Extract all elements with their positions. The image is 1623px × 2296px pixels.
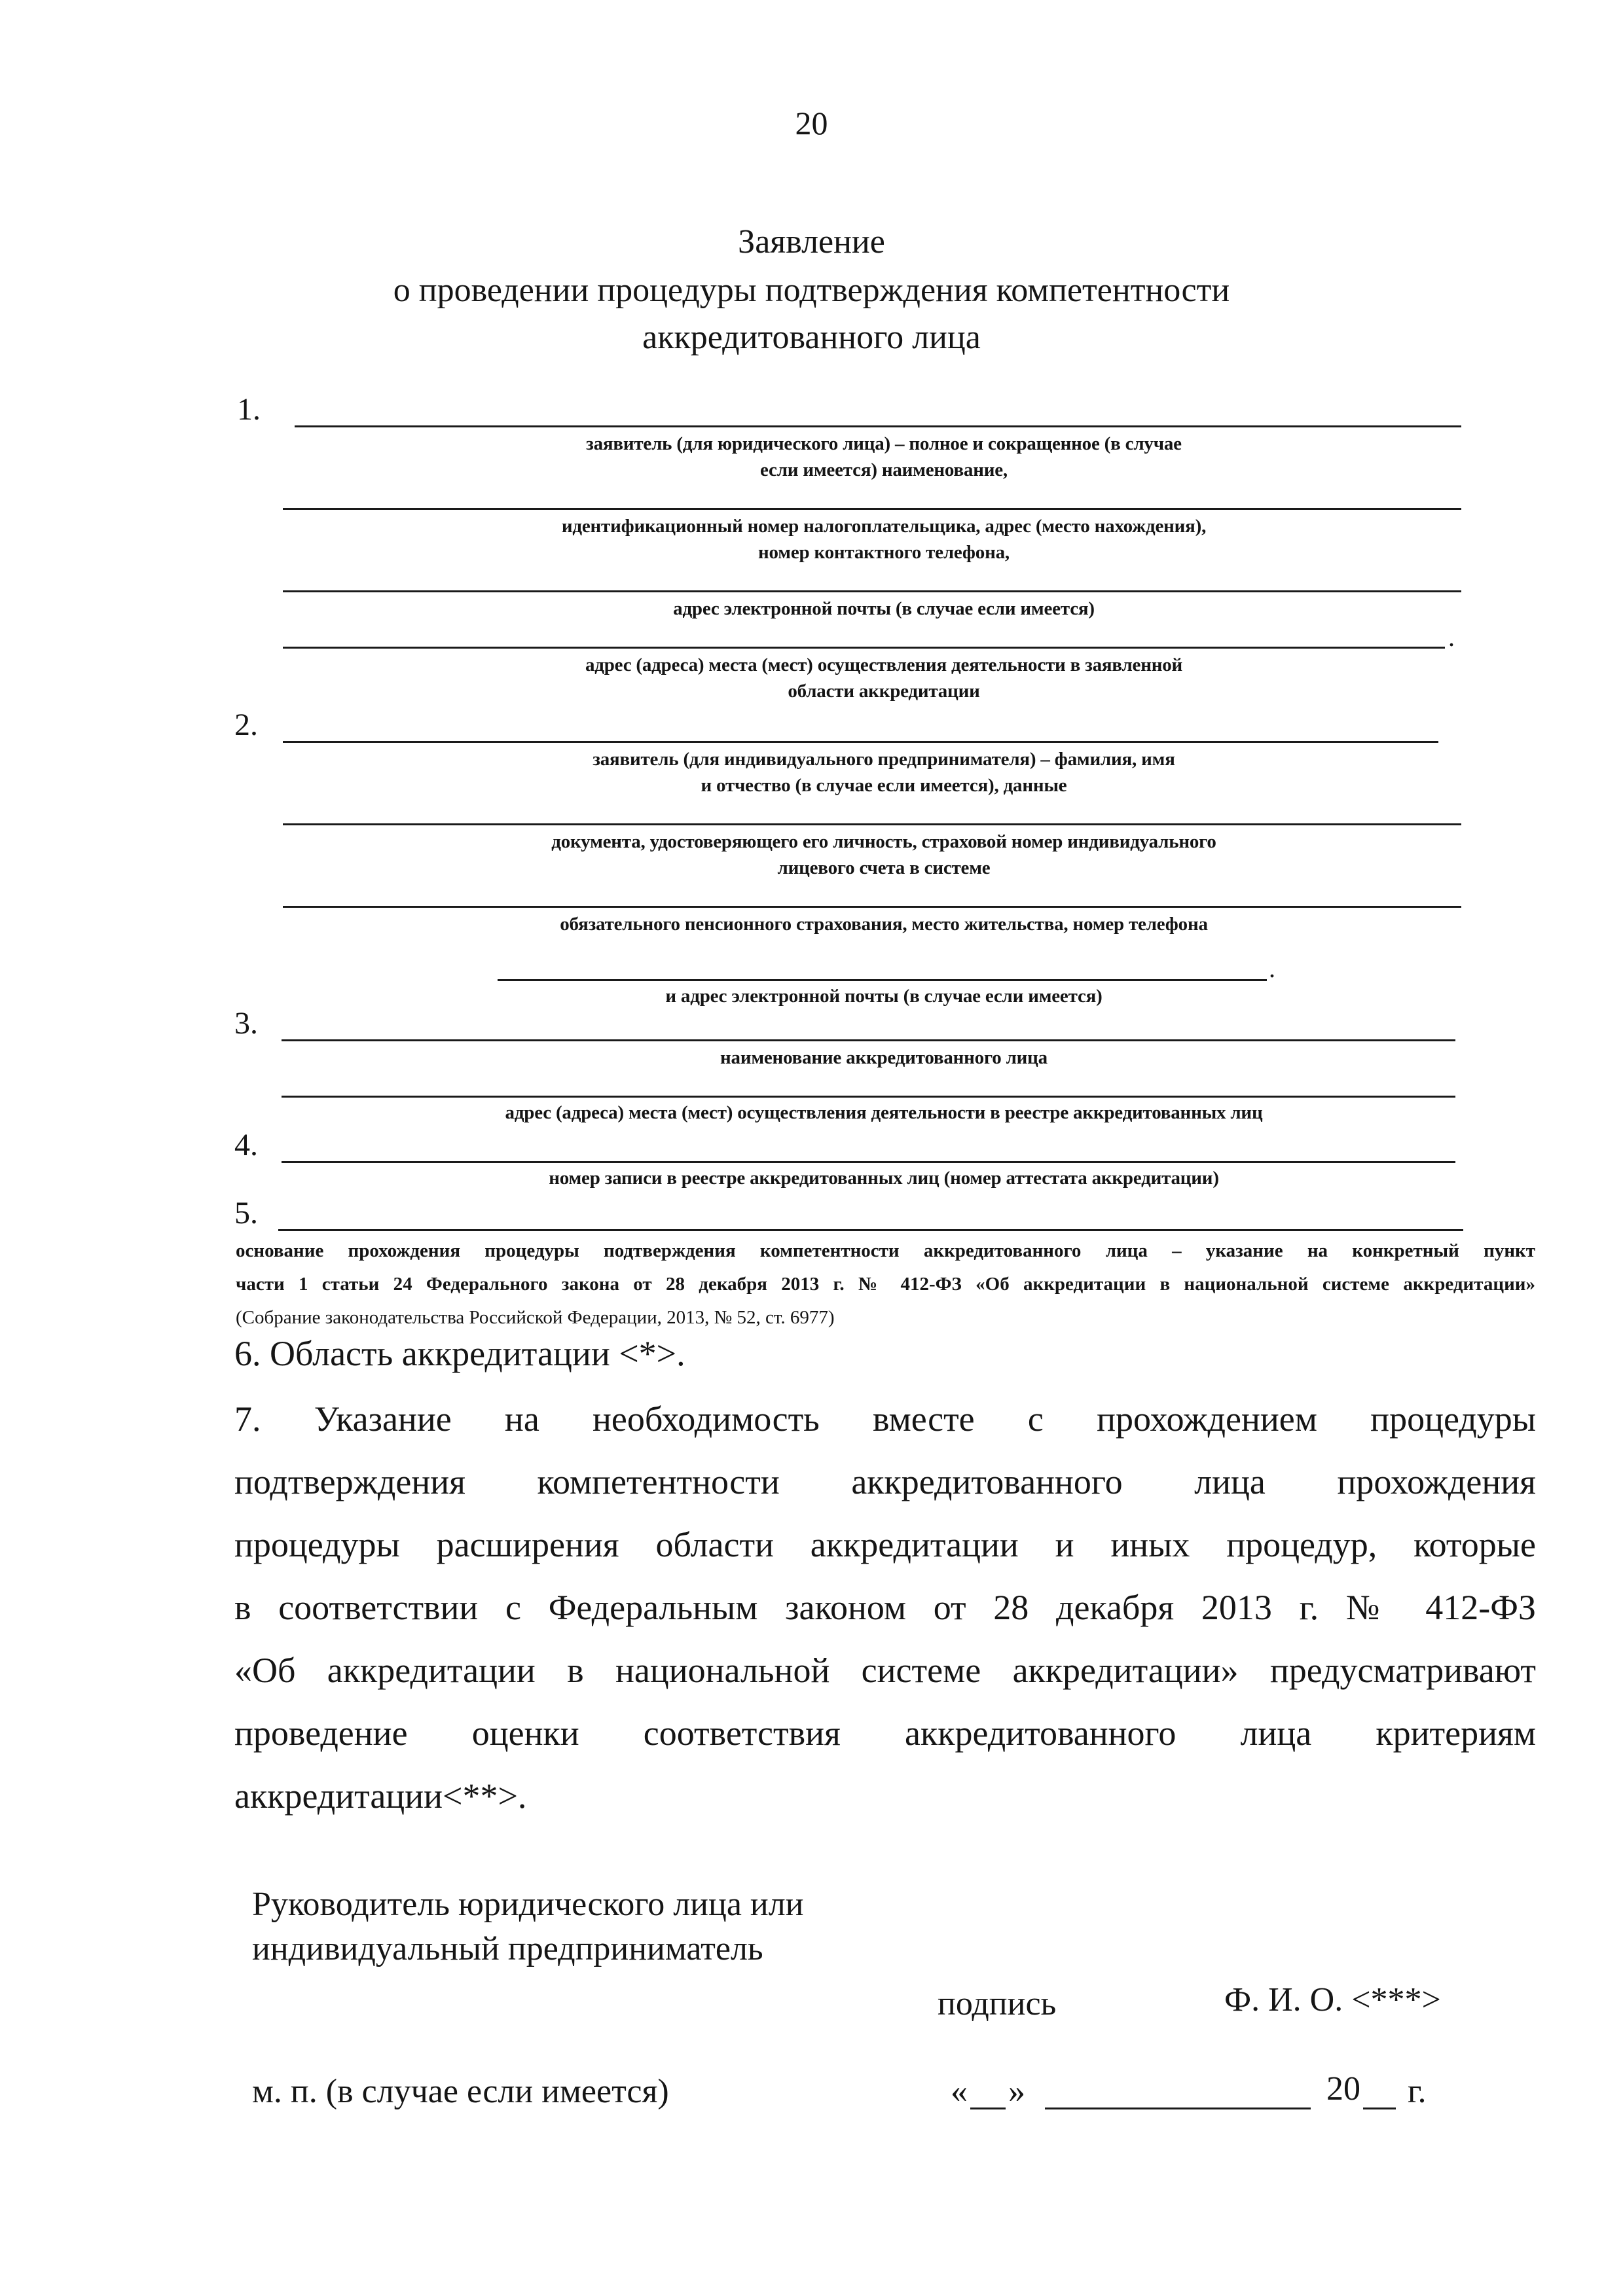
item-1-caption-address: адрес (адреса) места (мест) осуществления деятельности в заявленной	[585, 655, 1183, 675]
item-1-field-email[interactable]	[283, 590, 1461, 592]
stamp-label: м. п. (в случае если имеется)	[252, 2073, 669, 2110]
item-2-field-document[interactable]	[283, 823, 1461, 825]
item-1-caption-email: адрес электронной почты (в случае если имеется)	[673, 598, 1095, 619]
item-1-field-inn[interactable]	[283, 508, 1461, 510]
item-4-field-register[interactable]	[282, 1161, 1455, 1163]
signatory-title-line-2: индивидуальный предприниматель	[252, 1930, 763, 1967]
date-month-field[interactable]	[1045, 2108, 1311, 2109]
item-7-line-7: аккредитации<**>.	[234, 1776, 527, 1816]
signatory-title-line-1: Руководитель юридического лица или	[252, 1886, 804, 1923]
item-5-number: 5.	[234, 1196, 258, 1230]
item-1-caption-name: заявитель (для юридического лица) – полное и сокращенное (в случае	[586, 433, 1182, 454]
item-3-field-name[interactable]	[282, 1039, 1455, 1041]
item-2-field-email-dot: .	[1269, 954, 1275, 983]
full-name-label: Ф. И. О. <***>	[1224, 1981, 1441, 2018]
item-6-accreditation-scope: 6. Область аккредитации <*>.	[234, 1334, 685, 1373]
item-3-number: 3.	[234, 1006, 258, 1041]
item-7-line-4: в соответствии с Федеральным законом от 28 декабря 2013 г. № 412-ФЗ	[234, 1588, 1536, 1627]
item-7-line-5: «Об аккредитации в национальной системе аккредитации» предусматривают	[234, 1651, 1536, 1690]
date-year-suffix: г.	[1408, 2073, 1427, 2110]
signature-label: подпись	[938, 1985, 1057, 2022]
item-1-caption-name-2: если имеется) наименование,	[760, 459, 1008, 480]
item-7-line-2: подтверждения компетентности аккредитованного лица прохождения	[234, 1462, 1536, 1501]
date-year-field[interactable]	[1363, 2108, 1396, 2109]
date-day-open-quote: «	[951, 2073, 968, 2110]
item-7-line-3: процедуры расширения области аккредитации и иных процедур, которые	[234, 1525, 1536, 1564]
item-2-caption-email: и адрес электронной почты (в случае если имеется)	[665, 986, 1103, 1007]
date-day-close-quote: »	[1008, 2073, 1025, 2110]
item-2-number: 2.	[234, 708, 258, 742]
item-2-field-email[interactable]	[498, 979, 1267, 981]
item-2-caption-document-2: лицевого счета в системе	[777, 857, 991, 878]
item-4-number: 4.	[234, 1128, 258, 1162]
item-1-field-address-dot: .	[1448, 622, 1455, 652]
document-subtitle: о проведении процедуры подтверждения компетентности	[393, 272, 1230, 309]
item-5-basis-line-2: части 1 статьи 24 Федерального закона от 28 декабря 2013 г. № 412-ФЗ «Об аккредитации в национальной системе аккредитации»	[236, 1274, 1535, 1295]
item-3-caption-name: наименование аккредитованного лица	[720, 1047, 1048, 1068]
item-2-caption-document: документа, удостоверяющего его личность, страховой номер индивидуального	[551, 831, 1216, 852]
item-3-field-address[interactable]	[282, 1096, 1455, 1098]
item-2-caption-pension: обязательного пенсионного страхования, место жительства, номер телефона	[560, 914, 1208, 935]
item-5-basis-line-3: (Собрание законодательства Российской Федерации, 2013, № 52, ст. 6977)	[236, 1307, 835, 1328]
date-day-field[interactable]	[970, 2108, 1006, 2109]
item-2-field-pension[interactable]	[283, 906, 1461, 908]
item-4-caption-register: номер записи в реестре аккредитованных лиц (номер аттестата аккредитации)	[549, 1168, 1219, 1189]
document-title: Заявление	[738, 223, 885, 260]
item-2-field-name[interactable]	[283, 741, 1438, 743]
item-2-caption-name: заявитель (для индивидуального предпринимателя) – фамилия, имя	[593, 749, 1175, 770]
item-1-caption-inn: идентификационный номер налогоплательщика, адрес (место нахождения),	[561, 516, 1207, 537]
item-7-line-1: 7. Указание на необходимость вместе с прохождением процедуры	[234, 1399, 1536, 1439]
item-1-caption-address-2: области аккредитации	[788, 681, 980, 702]
document-subtitle-2: аккредитованного лица	[642, 319, 981, 356]
item-1-field-address[interactable]	[283, 647, 1445, 649]
page-number: 20	[795, 105, 828, 141]
item-7-line-6: проведение оценки соответствия аккредитованного лица критериям	[234, 1713, 1536, 1753]
item-5-basis-line-1: основание прохождения процедуры подтверждения компетентности аккредитованного лица – указание на конкретный пункт	[236, 1240, 1535, 1261]
item-1-field-name[interactable]	[295, 425, 1461, 427]
item-2-caption-name-2: и отчество (в случае если имеется), данные	[701, 775, 1067, 796]
item-5-field-basis[interactable]	[278, 1229, 1463, 1231]
item-1-number: 1.	[237, 392, 261, 427]
date-year-prefix: 20	[1326, 2070, 1360, 2108]
item-1-caption-inn-2: номер контактного телефона,	[758, 542, 1010, 563]
item-3-caption-address: адрес (адреса) места (мест) осуществления деятельности в реестре аккредитованных лиц	[505, 1102, 1263, 1123]
